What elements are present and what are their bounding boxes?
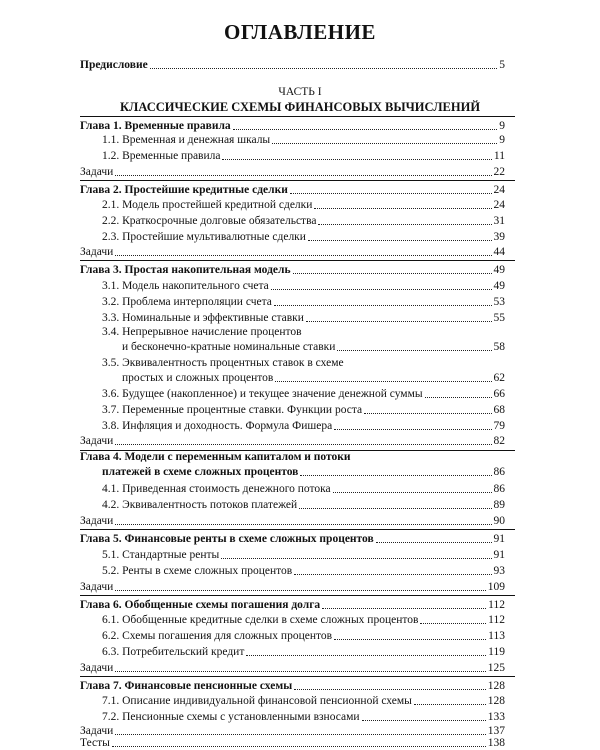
toc-entry[interactable] — [0, 628, 600, 643]
toc-page-number: 24 — [493, 199, 505, 211]
toc-page-number: 93 — [493, 565, 505, 577]
toc-label: 5.2. Ренты в схеме сложных процентов — [102, 565, 293, 577]
toc-label: Задачи — [80, 166, 114, 178]
toc-chapter-3[interactable] — [0, 262, 600, 277]
toc-chapter-1[interactable] — [0, 118, 600, 133]
toc-page-number: 9 — [499, 120, 505, 132]
toc-entry[interactable] — [0, 386, 600, 401]
toc-entry-tests[interactable] — [0, 735, 600, 750]
toc-entry[interactable] — [0, 310, 600, 325]
toc-chapter-6[interactable] — [0, 597, 600, 612]
toc-entry[interactable] — [0, 612, 600, 627]
toc-entry[interactable] — [0, 278, 600, 293]
toc-label: 4.2. Эквивалентность потоков платежей — [102, 499, 298, 511]
toc-label: и бесконечно-кратные номинальные ставки — [122, 341, 336, 353]
toc-chapter-4[interactable] — [0, 464, 600, 479]
toc-page-number: 11 — [493, 150, 505, 162]
toc-label: 7.2. Пенсионные схемы с установленными взносами — [102, 711, 360, 723]
part-title: КЛАССИЧЕСКИЕ СХЕМЫ ФИНАНСОВЫХ ВЫЧИСЛЕНИЙ — [119, 100, 481, 114]
toc-entry[interactable] — [0, 563, 600, 578]
toc-label: 2.1. Модель простейшей кредитной сделки — [102, 199, 313, 211]
toc-page-number: 58 — [493, 341, 505, 353]
toc-entry[interactable] — [0, 229, 600, 244]
toc-page-number: 53 — [493, 296, 505, 308]
toc-chapter-5[interactable] — [0, 531, 600, 546]
toc-page-number: 49 — [493, 264, 505, 276]
toc-entry[interactable] — [0, 644, 600, 659]
toc-page-number: 91 — [493, 549, 505, 561]
toc-entry[interactable] — [0, 370, 600, 385]
toc-label: Задачи — [80, 435, 114, 447]
toc-entry-tasks[interactable] — [0, 244, 600, 259]
toc-entry[interactable] — [0, 294, 600, 309]
toc-label: Задачи — [80, 246, 114, 258]
toc-page-number: 79 — [493, 420, 505, 432]
toc-label: 3.6. Будущее (накопленное) и текущее значение денежной суммы — [102, 388, 423, 400]
toc-label: Задачи — [80, 515, 114, 527]
toc-page-number: 137 — [487, 725, 505, 737]
toc-label: 1.1. Временная и денежная шкалы — [102, 134, 271, 146]
toc-page-number: 66 — [493, 388, 505, 400]
toc-page-number: 112 — [488, 599, 505, 611]
toc-entry[interactable] — [0, 132, 600, 147]
toc-page-number: 9 — [499, 134, 505, 146]
toc-label: 3.7. Переменные процентные ставки. Функции роста — [102, 404, 363, 416]
toc-page-number: 112 — [488, 614, 505, 626]
toc-page-number: 44 — [493, 246, 505, 258]
toc-page-number: 62 — [493, 372, 505, 384]
toc-entry-tasks[interactable] — [0, 579, 600, 594]
toc-page-number: 5 — [499, 59, 505, 71]
toc-chapter-7[interactable] — [0, 678, 600, 693]
toc-label: 5.1. Стандартные ренты — [102, 549, 220, 561]
chapter-title: платежей в схеме сложных процентов — [102, 466, 299, 478]
chapter-title: Глава 2. Простейшие кредитные сделки — [80, 184, 288, 196]
toc-label: 6.2. Схемы погашения для сложных процентов — [102, 630, 333, 642]
toc-label: 1.2. Временные правила — [102, 150, 221, 162]
divider — [80, 260, 515, 261]
toc-chapter-2[interactable] — [0, 182, 600, 197]
toc-page-number: 128 — [487, 680, 505, 692]
toc-entry[interactable] — [0, 693, 600, 708]
page-title: ОГЛАВЛЕНИЕ — [224, 20, 376, 44]
toc-entry[interactable] — [0, 418, 600, 433]
toc-entry[interactable] — [0, 497, 600, 512]
toc-label: 3.2. Проблема интерполяции счета — [102, 296, 272, 308]
toc-page-number: 55 — [493, 312, 505, 324]
toc-label: 6.1. Обобщенные кредитные сделки в схеме сложных процентов — [102, 614, 419, 626]
toc-label: 7.1. Описание индивидуальной финансовой пенсионной схемы — [102, 695, 412, 707]
part-number: ЧАСТЬ I — [278, 86, 322, 98]
toc-entry[interactable] — [0, 339, 600, 354]
toc-entry[interactable] — [0, 709, 600, 724]
toc-entry-tasks[interactable] — [0, 433, 600, 448]
toc-entry[interactable] — [0, 148, 600, 163]
toc-page-number: 86 — [493, 483, 505, 495]
toc-label: Задачи — [80, 581, 114, 593]
divider — [80, 595, 515, 596]
toc-page-number: 68 — [493, 404, 505, 416]
toc-label: 3.8. Инфляция и доходность. Формула Фишера — [102, 420, 333, 432]
toc-entry-tasks[interactable] — [0, 660, 600, 675]
toc-page-number: 49 — [493, 280, 505, 292]
toc-page-number: 128 — [487, 695, 505, 707]
toc-label: Задачи — [80, 725, 114, 737]
toc-label: 2.3. Простейшие мультивалютные сделки — [102, 231, 306, 243]
divider — [80, 180, 515, 181]
toc-page-number: 39 — [493, 231, 505, 243]
toc-page-number: 125 — [487, 662, 505, 674]
toc-page-number: 86 — [493, 466, 505, 478]
chapter-title: Глава 1. Временные правила — [80, 120, 231, 132]
toc-page-number: 113 — [488, 630, 505, 642]
toc-entry-preface[interactable] — [0, 57, 600, 72]
toc-label[interactable]: 3.5. Эквивалентность процентных ставок в схеме — [102, 357, 344, 369]
toc-page-number: 89 — [493, 499, 505, 511]
toc-page-number: 133 — [487, 711, 505, 723]
toc-page-number: 119 — [488, 646, 505, 658]
toc-page-number: 31 — [493, 215, 505, 227]
toc-entry-tasks[interactable] — [0, 513, 600, 528]
toc-label: 4.1. Приведенная стоимость денежного потока — [102, 483, 331, 495]
toc-label[interactable]: 3.4. Непрерывное начисление процентов — [102, 326, 302, 338]
divider — [80, 529, 515, 530]
toc-entry[interactable] — [0, 197, 600, 212]
chapter-title: Глава 7. Финансовые пенсионные схемы — [80, 680, 293, 692]
toc-page-number: 91 — [493, 533, 505, 545]
chapter-title: Глава 5. Финансовые ренты в схеме сложных процентов — [80, 533, 374, 545]
toc-page-number: 138 — [487, 737, 505, 749]
toc-label: 3.3. Номинальные и эффективные ставки — [102, 312, 304, 324]
toc-entry[interactable] — [0, 481, 600, 496]
toc-page-number: 82 — [493, 435, 505, 447]
toc-label: простых и сложных процентов — [122, 372, 274, 384]
toc-entry[interactable] — [0, 213, 600, 228]
toc-label: 3.1. Модель накопительного счета — [102, 280, 269, 292]
toc-label: Задачи — [80, 662, 114, 674]
divider — [80, 676, 515, 677]
divider — [80, 116, 515, 117]
chapter-title[interactable]: Глава 4. Модели с переменным капиталом и потоки — [80, 451, 351, 463]
toc-label: 2.2. Краткосрочные долговые обязательства — [102, 215, 317, 227]
chapter-title: Глава 6. Обобщенные схемы погашения долга — [80, 599, 321, 611]
toc-page-number: 24 — [493, 184, 505, 196]
toc-page-number: 22 — [493, 166, 505, 178]
toc-page-number: 109 — [487, 581, 505, 593]
toc-page-number: 90 — [493, 515, 505, 527]
toc-label: Предисловие — [80, 59, 148, 71]
toc-label: 6.3. Потребительский кредит — [102, 646, 245, 658]
toc-entry[interactable] — [0, 402, 600, 417]
toc-entry[interactable] — [0, 547, 600, 562]
toc-label: Тесты — [80, 737, 110, 749]
toc-entry-tasks[interactable] — [0, 164, 600, 179]
chapter-title: Глава 3. Простая накопительная модель — [80, 264, 291, 276]
